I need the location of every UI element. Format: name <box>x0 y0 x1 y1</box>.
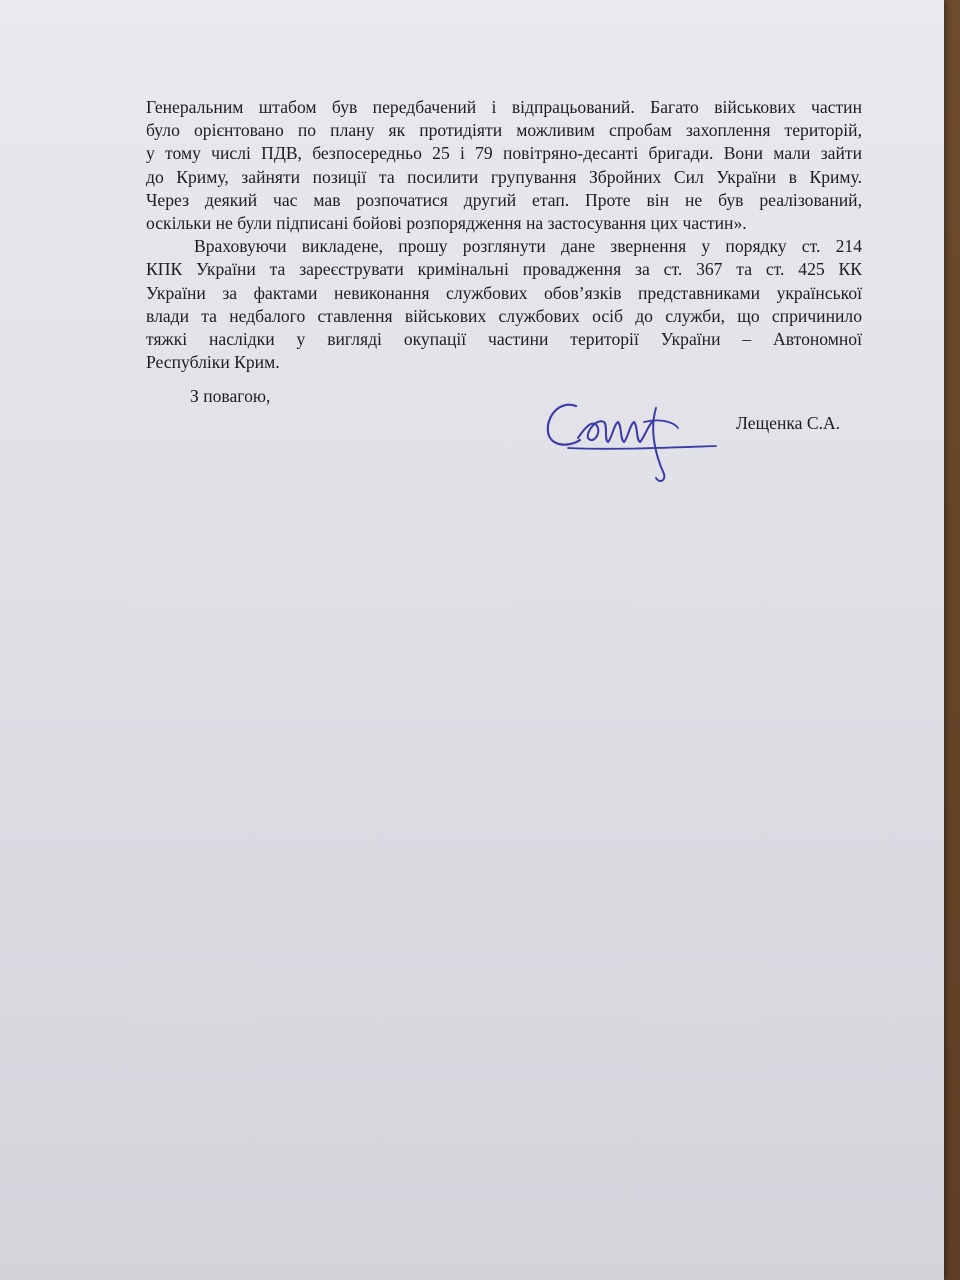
paragraph-1-line-2: було орієнтовано по плану як протидіяти можливим спробам захоплення територій, <box>146 120 862 141</box>
paragraph-2-line-2: КПК України та зареєструвати кримінальні провадження за ст. 367 та ст. 425 КК <box>146 259 862 280</box>
handwritten-signature <box>538 388 728 492</box>
paragraph-1-line-4: до Криму, зайняти позиції та посилити групування Збройних Сил України в Криму. <box>146 166 862 187</box>
paragraph-2-line-5: тяжкі наслідки у вигляді окупації частини території України – Автономної <box>146 329 862 350</box>
paragraph-1-line-3: у тому числі ПДВ, безпосередньо 25 і 79 повітряно-десанті бригади. Вони мали зайти <box>146 143 862 164</box>
paragraph-1-line-5: Через деякий час мав розпочатися другий етап. Проте він не був реалізований, <box>146 189 862 210</box>
paragraph-1-line-1: Генеральним штабом був передбачений і відпрацьований. Багато військових частин <box>146 97 862 117</box>
paragraph-2-line-6: Республіки Крим. <box>146 352 280 373</box>
body-text <box>146 96 862 374</box>
paragraph-2-line-4: влади та недбалого ставлення військових службових осіб до служби, що спричинило <box>146 305 862 326</box>
paragraph-2-line-1: Враховуючи викладене, прошу розглянути дане звернення у порядку ст. 214 <box>194 236 862 257</box>
paragraph-1-line-6: оскільки не були підписані бойові розпорядження на застосування цих частин». <box>146 213 747 234</box>
closing-salutation: З повагою, <box>190 386 271 406</box>
signer-name: Лещенка С.А. <box>736 413 841 433</box>
paragraph-2-line-3: України за фактами невиконання службових обов’язків представниками української <box>146 282 862 303</box>
